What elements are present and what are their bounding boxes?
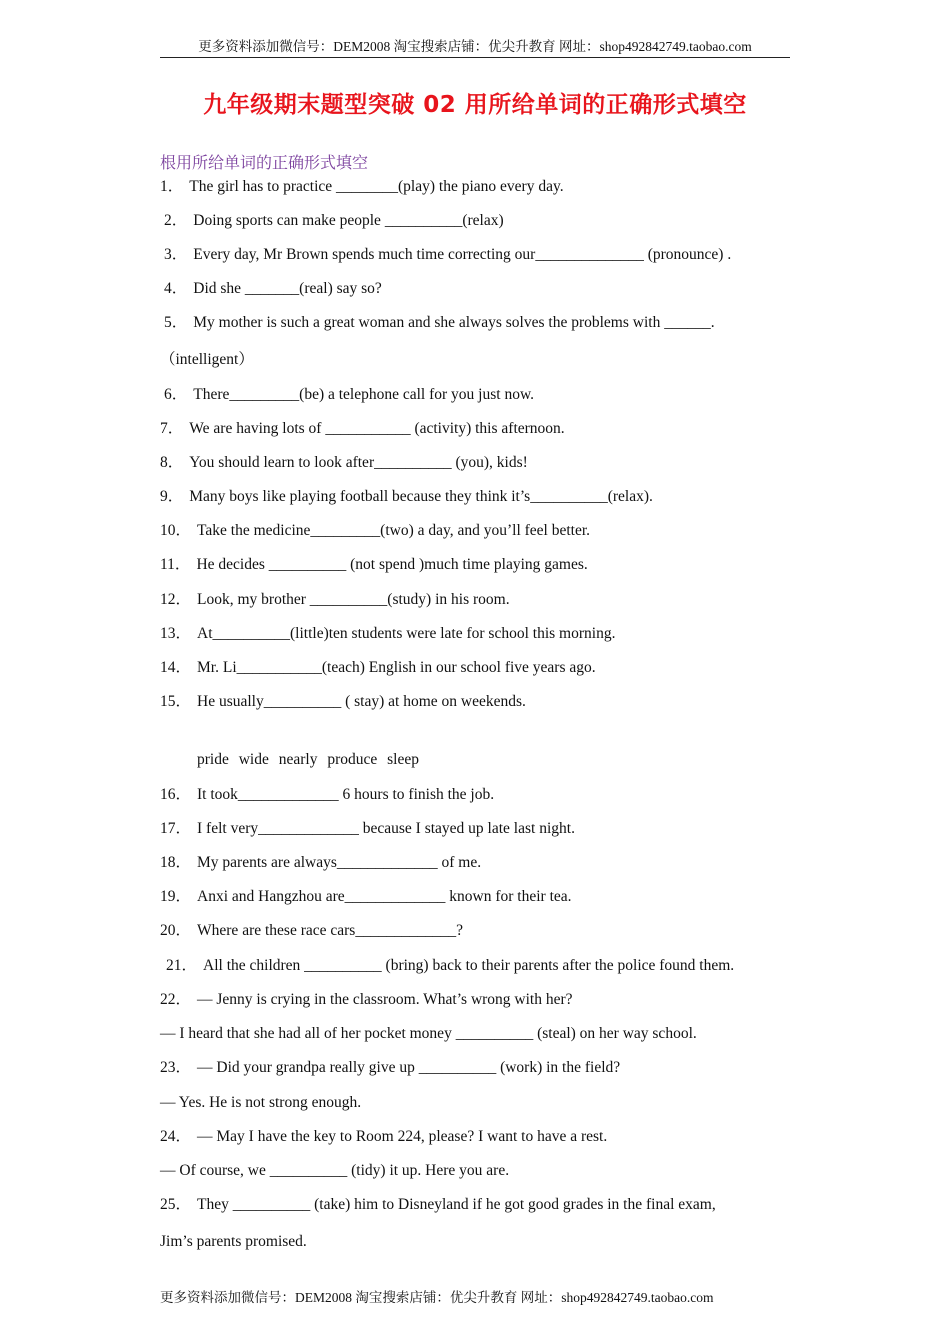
section-title: 根用所给单词的正确形式填空 <box>160 153 369 172</box>
question-13: 13． At__________(little)ten students were late for school this morning. <box>160 625 616 642</box>
question-9: 9． Many boys like playing football because they think it’s__________(relax). <box>160 488 653 505</box>
question-3: 3． Every day, Mr Brown spends much time correcting our______________ (pronounce) . <box>164 246 732 263</box>
question-15: 15． He usually__________ ( stay) at home on weekends. <box>160 693 526 710</box>
question-2: 2． Doing sports can make people __________(relax) <box>164 212 504 229</box>
question-14: 14． Mr. Li___________(teach) English in our school five years ago. <box>160 659 596 676</box>
question-6: 6． There_________(be) a telephone call for you just now. <box>164 386 535 403</box>
question-21: 21． All the children __________ (bring) back to their parents after the police found them. <box>166 957 735 974</box>
question-4: 4． Did she _______(real) say so? <box>164 280 382 297</box>
question-5-continued: （intelligent） <box>160 351 254 368</box>
question-22-answer: — I heard that she had all of her pocket money __________ (steal) on her way school. <box>160 1025 697 1042</box>
question-20: 20． Where are these race cars_____________? <box>160 922 463 939</box>
question-12: 12． Look, my brother __________(study) in his room. <box>160 591 510 608</box>
question-25-continued: Jim’s parents promised. <box>160 1233 307 1250</box>
question-18: 18． My parents are always_____________ of me. <box>160 854 482 871</box>
word-box: pride wide nearly produce sleep <box>197 751 419 768</box>
question-1: 1． The girl has to practice ________(play) the piano every day. <box>160 178 564 195</box>
question-25: 25． They __________ (take) him to Disneyland if he got good grades in the final exam, <box>160 1196 716 1213</box>
question-23: 23． — Did your grandpa really give up __________ (work) in the field? <box>160 1059 621 1076</box>
question-5: 5． My mother is such a great woman and she always solves the problems with ______. <box>164 314 715 331</box>
question-22: 22． — Jenny is crying in the classroom. What’s wrong with her? <box>160 991 573 1008</box>
question-17: 17． I felt very_____________ because I stayed up late last night. <box>160 820 575 837</box>
question-23-answer: — Yes. He is not strong enough. <box>160 1094 362 1111</box>
question-24: 24． — May I have the key to Room 224, please? I want to have a rest. <box>160 1128 608 1145</box>
question-24-answer: — Of course, we __________ (tidy) it up. Here you are. <box>160 1162 510 1179</box>
question-11: 11． He decides __________ (not spend )much time playing games. <box>160 556 588 573</box>
page-header: 更多资料添加微信号：DEM2008 淘宝搜索店铺：优尖升教育 网址：shop492842749.taobao.com <box>160 38 790 58</box>
page-footer: 更多资料添加微信号：DEM2008 淘宝搜索店铺：优尖升教育 网址：shop492842749.taobao.com <box>160 1290 714 1305</box>
question-16: 16． It took_____________ 6 hours to finish the job. <box>160 786 495 803</box>
question-10: 10． Take the medicine_________(two) a day, and you’ll feel better. <box>160 522 591 539</box>
question-19: 19． Anxi and Hangzhou are_____________ known for their tea. <box>160 888 572 905</box>
question-7: 7． We are having lots of ___________ (activity) this afternoon. <box>160 420 565 437</box>
question-8: 8． You should learn to look after__________ (you), kids! <box>160 454 528 471</box>
page-title: 九年级期末题型突破 02 用所给单词的正确形式填空 <box>203 92 747 118</box>
